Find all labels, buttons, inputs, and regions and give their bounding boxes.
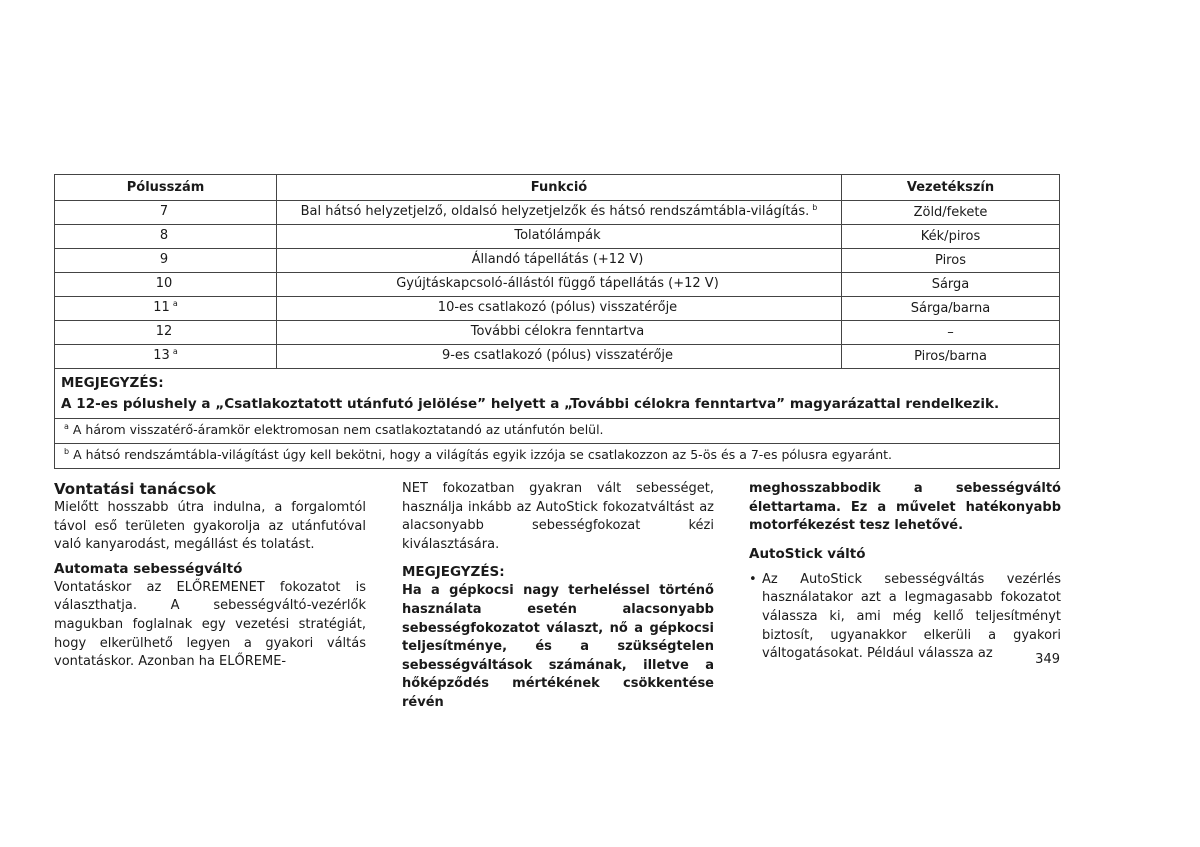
text-column-1: [54, 480, 366, 672]
trailer-pin-table: [54, 174, 1060, 469]
note-heading: MEGJEGYZÉS:: [402, 564, 505, 581]
bullet-text: Az AutoStick sebességváltás vezérlés használatakor azt a legmagasabb fokozatot válassza ki, ami még kellő teljesítményt biztosít, ugyanakkor elkerüli a gyakori váltogatásokat. Például válassza az: [762, 571, 1061, 662]
pin-cell: 7: [55, 201, 277, 225]
note-continuation: meghosszabbodik a sebességváltó élettartama. Ez a művelet hatékonyabb motorfékezést tesz lehetővé.: [749, 481, 1061, 534]
bullet-icon: •: [749, 571, 757, 587]
function-cell: Tolatólámpák: [277, 225, 842, 249]
subheading: Automata sebességváltó: [54, 560, 243, 577]
header-wire-color: Vezetékszín: [842, 175, 1060, 201]
pin-cell: 13 $^a$: [55, 345, 277, 369]
table-note-row: [55, 369, 1060, 419]
color-cell: Zöld/fekete: [842, 201, 1060, 225]
footnote-b: $^b$ A hátsó rendszámtábla-világítást úgy kell bekötni, hogy a világítás egyik izzója se csatlakozzon az 5-ös és a 7-es pólusra egyaránt.: [55, 444, 1060, 469]
pin-cell: 9: [55, 249, 277, 273]
section-heading: Vontatási tanácsok: [54, 480, 216, 498]
footnote-row: [55, 444, 1060, 469]
list-item: [749, 571, 1061, 664]
page-number: 349: [1035, 652, 1060, 667]
table-row: [55, 321, 1060, 345]
paragraph: NET fokozatban gyakran vált sebességet, használja inkább az AutoStick fokozatváltást az alacsonyabb sebességfokozat kézi kiválasztására.: [402, 481, 714, 552]
function-cell: 9-es csatlakozó (pólus) visszatérője: [277, 345, 842, 369]
text-column-3: [749, 480, 1061, 664]
table-note: [55, 369, 1060, 419]
function-cell: 10-es csatlakozó (pólus) visszatérője: [277, 297, 842, 321]
header-function: Funkció: [277, 175, 842, 201]
function-cell: Gyújtáskapcsoló-állástól függő tápellátás (+12 V): [277, 273, 842, 297]
table-row: [55, 273, 1060, 297]
paragraph: Vontatáskor az ELŐREMENET fokozatot is választhatja. A sebességváltó-vezérlők magukban foglalnak egy vezetési stratégiát, hogy elkerülhető legyen a gyakori váltás vontatáskor. Azonban ha ELŐREME-: [54, 579, 366, 670]
color-cell: –: [842, 321, 1060, 345]
text-column-2: [402, 480, 714, 713]
table-row: [55, 297, 1060, 321]
table-header-row: [55, 175, 1060, 201]
color-cell: Sárga: [842, 273, 1060, 297]
footnote-a: $^a$ A három visszatérő-áramkör elektromosan nem csatlakoztatandó az utánfutón belül.: [55, 419, 1060, 444]
color-cell: Sárga/barna: [842, 297, 1060, 321]
note-text: A 12-es pólushely a „Csatlakoztatott utánfutó jelölése” helyett a „További célokra fenntartva” magyarázattal rendelkezik.: [61, 396, 1000, 412]
footnote-row: [55, 419, 1060, 444]
paragraph: Mielőtt hosszabb útra indulna, a forgalomtól távol eső területen gyakorolja az utánfutóval való kanyarodást, megállást és tolatást.: [54, 500, 366, 553]
table-row: [55, 201, 1060, 225]
pin-cell: 8: [55, 225, 277, 249]
table-row: [55, 225, 1060, 249]
color-cell: Kék/piros: [842, 225, 1060, 249]
pin-cell: 10: [55, 273, 277, 297]
pin-cell: 11 $^a$: [55, 297, 277, 321]
note-heading: MEGJEGYZÉS:: [61, 375, 164, 391]
function-cell: Bal hátsó helyzetjelző, oldalsó helyzetjelzők és hátsó rendszámtábla-világítás. $^b$: [277, 201, 842, 225]
subheading: AutoStick váltó: [749, 545, 866, 562]
function-cell: További célokra fenntartva: [277, 321, 842, 345]
header-pin: Pólusszám: [55, 175, 277, 201]
function-cell: Állandó tápellátás (+12 V): [277, 249, 842, 273]
note-text: Ha a gépkocsi nagy terheléssel történő használata esetén alacsonyabb sebességfokozatot választ, nő a gépkocsi teljesítménye, és a szükségtelen sebességváltások számának, illetve a hőképződés mértékének csökkentése révén: [402, 583, 714, 710]
table-row: [55, 249, 1060, 273]
color-cell: Piros/barna: [842, 345, 1060, 369]
color-cell: Piros: [842, 249, 1060, 273]
pin-cell: 12: [55, 321, 277, 345]
pin-table-container: [54, 174, 1060, 469]
table-row: [55, 345, 1060, 369]
